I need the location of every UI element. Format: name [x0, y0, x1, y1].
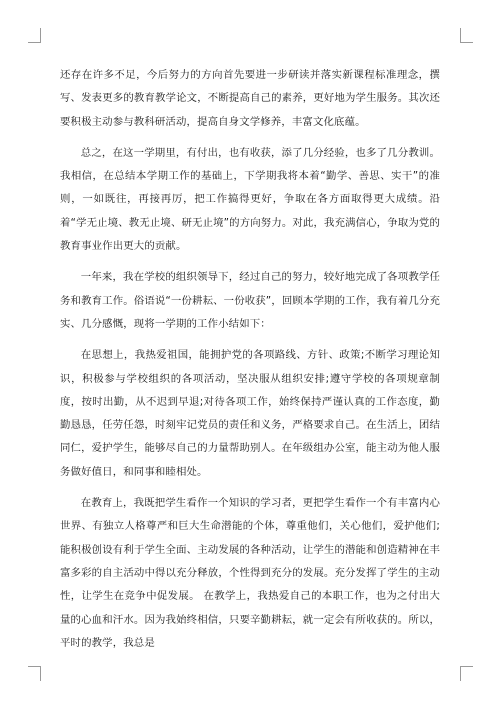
paragraph: 还存在许多不足，今后努力的方向首先要进一步研读并落实新课程标准理念，撰写、发表更多的教育教学论文，不断提高自己的素养，更好地为学生服务。其次还要积极主动参与教科研活动，提高自身文学修养，丰富文化底蕴。 — [60, 69, 440, 128]
document-body — [60, 64, 440, 663]
crop-mark-top-left — [28, 28, 41, 43]
crop-mark-bottom-right — [460, 666, 473, 681]
paragraph: 在思想上，我热爱祖国，能拥护党的各项路线、方针、政策;不断学习理论知识，积极参与学校组织的各项活动，坚决服从组织安排;遵守学校的各项规章制度，按时出勤，从不迟到早退;对待各项工作，始终保持严谨认真的工作态度，勤勤恳恳，任劳任怨，时刻牢记党员的责任和义务，严格要求自己。在生活上，团结同仁，爱护学生，能够尽自己的力量帮助别人。在年级组办公室，能主动为他人服务做好值日，和同事和睦相处。 — [60, 349, 440, 478]
crop-mark-top-right — [460, 28, 473, 43]
crop-mark-bottom-left — [28, 666, 41, 681]
paragraph: 总之，在这一学期里，有付出，也有收获，添了几分经验，也多了几分教训。我相信，在总结本学期工作的基础上，下学期我将本着“勤学、善思、实干”的准则，一如既往，再接再厉，把工作搞得更好，争取在各方面取得更大成绩。沿着“学无止境、教无止境、研无止境”的方向努力。对此，我充满信心，争取为党的教育事业作出更大的贡献。 — [60, 146, 440, 253]
paragraph: 在教育上，我既把学生看作一个知识的学习者，更把学生看作一个有丰富内心世界、有独立人格尊严和巨大生命潜能的个体，尊重他们，关心他们，爱护他们;能积极创设有利于学生全面、主动发展的各种活动，让学生的潜能和创造精神在丰富多彩的自主活动中得以充分释放，个性得到充分的发展。充分发挥了学生的主动性，让学生在竞争中促发展。 在教学上，我热爱自己的本职工作，也为之付出大量的心血和汗水。因为我始终相信，只要辛勤耕耘，就一定会有所收获的。所以，平时的教学，我总是 — [60, 497, 440, 649]
paragraph: 一年来，我在学校的组织领导下，经过自己的努力，较好地完成了各项教学任务和教育工作。俗语说“一份耕耘、一份收获”，回顾本学期的工作，我有着几分充实、几分感慨，现将一学期的工作小结如下： — [60, 271, 440, 330]
